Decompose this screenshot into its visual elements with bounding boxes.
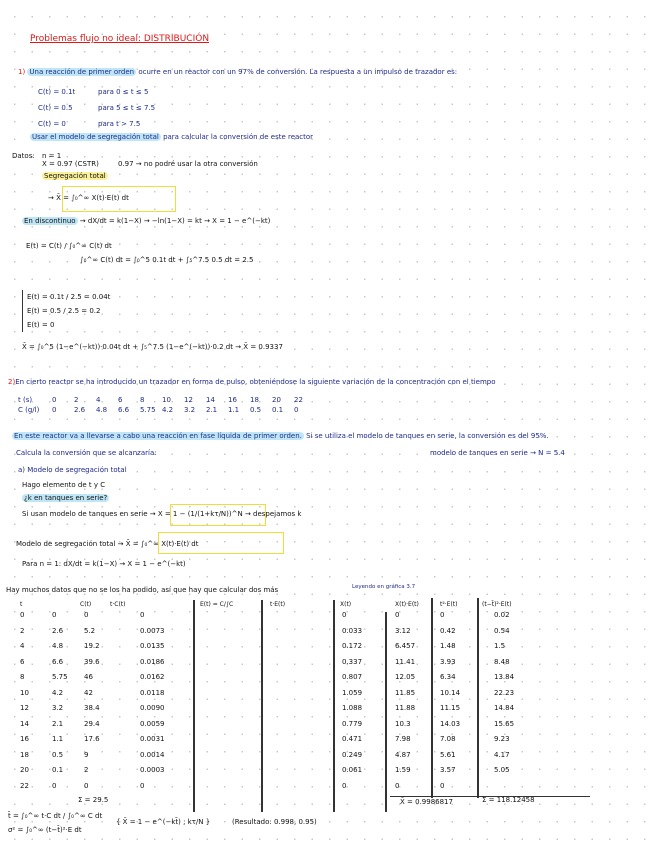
table-cell: 0.02 xyxy=(494,611,510,619)
part-a-line: ¿k en tanques en serie? xyxy=(24,494,108,502)
table-cell: 0.0031 xyxy=(140,735,165,743)
datos-item: 0.97 → no podré usar la otra conversión xyxy=(118,160,258,168)
table-cell: 12.05 xyxy=(395,673,416,681)
table-cell: 5.75 xyxy=(52,673,68,681)
table-cell: 0.42 xyxy=(440,626,456,635)
table-cell: 20 xyxy=(20,766,29,774)
table-cell: 2 xyxy=(20,626,25,635)
table-column xyxy=(395,608,415,794)
table-cell: 18 xyxy=(20,750,29,759)
table-cell: 0.061 xyxy=(342,766,363,774)
table-cell: 22.23 xyxy=(494,688,515,697)
highlight-text: En este reactor va a llevarse a cabo una reacción en fase líquida de primer orden. xyxy=(14,432,302,440)
sum-var: Σ = 118.12458 xyxy=(482,796,535,804)
e-cases xyxy=(22,290,110,332)
t-value: 0 xyxy=(52,396,57,404)
case-range: para t > 7.5 xyxy=(98,120,141,128)
statement-text: ocurre en un reactor con un 97% de conversión. La respuesta a un impulso de trazador es: xyxy=(138,68,458,76)
table-cell: 10 xyxy=(20,688,29,697)
table-cell: 5.61 xyxy=(440,750,456,759)
table-cell: 0.337 xyxy=(342,657,363,666)
table-cell: 0.0073 xyxy=(140,626,165,635)
table-cell: 0.172 xyxy=(342,642,363,650)
table-cell: 9.23 xyxy=(494,735,510,743)
table-cell: 2 xyxy=(84,766,89,774)
part-a-line: Si usan modelo de tanques en serie → X = 1 − (1/(1+kτ/N))^N → despejamos k xyxy=(22,510,302,518)
p2-text-2: Calcula la conversión que se alcanzaría: xyxy=(16,449,157,457)
table-cell: 29.4 xyxy=(84,719,100,728)
datos-item: n = 1 xyxy=(42,152,62,160)
table-cell: 0 xyxy=(342,781,347,790)
table-cell xyxy=(494,779,514,795)
case-range: para 5 ≤ t ≤ 7.5 xyxy=(98,104,156,112)
statement-text: En cierto reactor se ha introducido un trazador en forma de pulso, obteniéndose la siguiente variación de la concentración con el tiempo xyxy=(15,378,496,386)
table-cell: 0.807 xyxy=(342,673,363,681)
c-value: 0 xyxy=(294,406,299,414)
table-cell: 5.2 xyxy=(84,626,96,635)
table-cell: 6.6 xyxy=(52,657,64,666)
table-header: t xyxy=(20,601,23,608)
table-cell: 0.0090 xyxy=(140,704,165,712)
table-cell: 1.5 xyxy=(494,642,506,650)
table-cell: 0.5 xyxy=(52,750,64,759)
table-divider xyxy=(385,612,387,812)
table-cell: 2.6 xyxy=(52,626,64,635)
problem-1-statement xyxy=(18,68,457,76)
document-title: Problemas flujo no ideal: DISTRIBUCIÓN xyxy=(30,34,210,44)
table-column xyxy=(84,608,100,794)
c-value: 3.2 xyxy=(184,406,196,414)
hand-note: Leyendo en gráfica 3.7 xyxy=(352,584,416,590)
table-cell: 0 xyxy=(52,781,57,790)
table-cell: 0.779 xyxy=(342,719,363,728)
t-value: 20 xyxy=(272,396,281,404)
problem-2-statement xyxy=(8,378,496,386)
table-cell: 0.0186 xyxy=(140,657,165,666)
table-divider xyxy=(261,600,263,812)
formula-text: → dX/dt = k(1−X) → −ln(1−X) = kt → X = 1 − e^(−kt) xyxy=(79,217,271,225)
table-cell: 0 xyxy=(52,611,57,619)
e-case: E(t) = 0.1t / 2.5 = 0.04t xyxy=(27,293,111,301)
table-header: C(t) xyxy=(80,601,92,608)
p2-text-1 xyxy=(12,432,549,440)
table-cell: 3.93 xyxy=(440,657,456,666)
table-header: X(t)·E(t) xyxy=(395,601,419,608)
table-cell: 11.88 xyxy=(395,704,416,712)
t-value: 4 xyxy=(96,396,101,404)
table-header: X(t) xyxy=(340,601,352,608)
table-cell: 13.84 xyxy=(494,673,515,681)
table-cell: 3.2 xyxy=(52,704,64,712)
case-range: para 0 ≤ t ≤ 5 xyxy=(98,88,149,96)
c-value: 0.5 xyxy=(250,406,262,414)
formula-box xyxy=(170,504,266,526)
table-cell: 11.85 xyxy=(395,688,416,697)
part-a-line: Modelo de segregación total → X̄ = ∫₀^∞ X(t)·E(t) dt xyxy=(16,540,199,548)
table-cell: 6 xyxy=(20,657,25,666)
case-expr: C(t) = 0 xyxy=(38,120,66,128)
table-cell: 0.249 xyxy=(342,750,363,759)
t-value: 18 xyxy=(250,396,259,404)
t-value: 22 xyxy=(294,396,303,404)
calc-line: E(t) = C(t) / ∫₀^∞ C(t) dt xyxy=(26,242,112,250)
table-column xyxy=(440,608,460,794)
table-header: (t−t̄)²·E(t) xyxy=(482,601,512,608)
row-label: t (s) xyxy=(18,396,33,404)
bottom-formula: σ² = ∫₀^∞ (t−t̄)²·E dt xyxy=(8,826,82,834)
t-row xyxy=(18,396,316,404)
part-a-line: Para n = 1: dX/dt = k(1−X) → X = 1 − e^(−kt) xyxy=(22,560,186,568)
c-value: 2.6 xyxy=(74,406,86,414)
c-value: 0.1 xyxy=(272,406,284,414)
part-a-heading: a) Modelo de segregación total xyxy=(18,466,127,474)
c-value: 0 xyxy=(52,406,57,414)
bottom-formula: { X̄ = 1 − e^(−kt̄) ; kτ/N } xyxy=(116,818,211,826)
table-header: E(t) = C/∫C xyxy=(200,601,234,608)
table-cell: 1.59 xyxy=(395,766,411,774)
table-cell: 14 xyxy=(20,719,29,728)
table-cell: 0 xyxy=(84,611,89,619)
table-divider xyxy=(477,598,479,798)
result-line: X̄ = ∫₀^5 (1−e^(−kt))·0.04t dt + ∫₅^7.5 (1−e^(−kt))·0.2 dt → X̄ = 0.9337 xyxy=(22,343,283,351)
e-case: E(t) = 0.5 / 2.5 = 0.2 xyxy=(27,307,101,315)
t-value: 2 xyxy=(74,396,79,404)
table-cell: 11.41 xyxy=(395,657,416,666)
sum-x: X̄ = 0.9986817 xyxy=(400,798,453,806)
table-cell: 38.4 xyxy=(84,704,100,712)
c-value: 5.75 xyxy=(140,406,156,414)
case-expr: C(t) = 0.1t xyxy=(38,88,76,96)
segregation-formula: → X̄ = ∫₀^∞ X(t)·E(t) dt xyxy=(48,194,129,202)
table-cell: 42 xyxy=(84,688,93,697)
table-cell: 0.0162 xyxy=(140,673,165,681)
table-cell: 2.1 xyxy=(52,719,64,728)
table-cell: 0 xyxy=(140,781,145,790)
row-label: C (g/l) xyxy=(18,406,40,414)
table-column xyxy=(52,608,68,794)
case-expr: C(t) = 0.5 xyxy=(38,104,73,112)
table-cell: 0.0014 xyxy=(140,750,165,759)
table-cell: 0.0135 xyxy=(140,642,165,650)
table-cell: 1.059 xyxy=(342,688,363,697)
table-cell: 4.17 xyxy=(494,750,510,759)
t-value: 6 xyxy=(118,396,123,404)
datos-item: X = 0.97 (CSTR) xyxy=(42,160,99,168)
table-column xyxy=(140,608,165,794)
table-cell: 0 xyxy=(440,611,445,619)
ask-text: para calcular la conversión de este reactor xyxy=(163,133,314,141)
table-cell: 46 xyxy=(84,673,93,681)
table-cell: 0.0003 xyxy=(140,766,165,774)
table-cell: 6.34 xyxy=(440,673,456,681)
table-cell: 5.05 xyxy=(494,766,510,774)
p2-text-2b: modelo de tanques en serie → N = 5.4 xyxy=(430,449,565,457)
table-cell: 1.088 xyxy=(342,704,363,712)
table-cell: 39.6 xyxy=(84,657,100,666)
table-header: t·E(t) xyxy=(270,601,286,608)
table-cell: 0.1 xyxy=(52,766,64,774)
table-cell: 9 xyxy=(84,750,89,759)
table-cell: 11.15 xyxy=(440,704,461,712)
table-divider xyxy=(333,600,335,812)
table-cell: 0.033 xyxy=(342,626,363,635)
table-cell: 10.3 xyxy=(395,719,411,728)
c-value: 2.1 xyxy=(206,406,218,414)
problem-number: 1) xyxy=(18,68,26,76)
table-cell: 8 xyxy=(20,673,25,681)
table-cell: 0 xyxy=(395,611,400,619)
e-case: E(t) = 0 xyxy=(27,321,55,329)
batch-line xyxy=(22,217,270,225)
table-cell: 15.65 xyxy=(494,719,515,728)
table-cell: 16 xyxy=(20,735,29,743)
calc-line: ∫₀^∞ C(t) dt = ∫₀^5 0.1t dt + ∫₅^7.5 0.5 dt = 2.5 xyxy=(80,256,254,264)
c-value: 4.8 xyxy=(96,406,108,414)
table-cell: 0.0118 xyxy=(140,688,165,697)
table-header: t·C(t) xyxy=(110,601,126,608)
formula-text: X̄ = ∫₀^∞ X(t)·E(t) dt xyxy=(56,194,129,202)
bottom-formula: (Resultado: 0.998, 0.95) xyxy=(232,818,317,826)
part-a-line: Hago elemento de t y C xyxy=(22,481,106,489)
table-header: t²·E(t) xyxy=(440,601,458,608)
table-intro: Hay muchos datos que no se los ha podido, así que hay que calcular dos más xyxy=(6,586,279,594)
table-divider xyxy=(431,598,433,798)
highlight-text: Usar el modelo de segregación total xyxy=(32,133,159,141)
sum-c: Σ = 29.5 xyxy=(78,796,109,804)
table-cell: 0.0059 xyxy=(140,719,165,728)
table-cell: 0.471 xyxy=(342,735,363,743)
statement-text: Si se utiliza el modelo de tanques en serie, la conversión es del 95%. xyxy=(306,432,549,440)
t-value: 14 xyxy=(206,396,215,404)
t-value: 16 xyxy=(228,396,237,404)
t-value: 12 xyxy=(184,396,193,404)
c-value: 1.1 xyxy=(228,406,240,414)
table-cell: 4.2 xyxy=(52,688,64,697)
table-cell: 7.08 xyxy=(440,735,456,743)
datos-label: Datos: xyxy=(12,152,35,160)
segregation-label: Segregación total xyxy=(44,172,106,180)
table-cell: 10.14 xyxy=(440,688,461,697)
tracer-cases xyxy=(38,84,155,132)
table-column xyxy=(342,608,362,794)
t-value: 10 xyxy=(162,396,171,404)
c-value: 4.2 xyxy=(162,406,174,414)
formula-box xyxy=(158,532,284,554)
table-divider xyxy=(193,600,195,812)
table-column xyxy=(494,608,514,794)
c-value: 6.6 xyxy=(118,406,130,414)
table-cell: 0 xyxy=(140,611,145,619)
table-column xyxy=(20,608,29,794)
table-cell: 0 xyxy=(440,781,445,790)
table-cell: 12 xyxy=(20,704,29,712)
table-cell: 8.48 xyxy=(494,657,510,666)
problem-number: 2) xyxy=(8,378,16,386)
table-cell: 7.98 xyxy=(395,735,411,743)
table-cell: 17.6 xyxy=(84,735,100,743)
table-cell: 0 xyxy=(395,781,400,790)
highlight-text: Una reacción de primer orden xyxy=(29,68,135,76)
table-cell: 4.8 xyxy=(52,642,64,650)
table-cell: 4.87 xyxy=(395,750,411,759)
table-cell: 3.12 xyxy=(395,626,411,635)
table-cell: 4 xyxy=(20,642,25,650)
table-cell: 3.57 xyxy=(440,766,456,774)
table-cell: 0 xyxy=(20,611,25,619)
table-cell: 0.54 xyxy=(494,626,510,635)
table-cell: 6.457 xyxy=(395,642,416,650)
table-cell: 0 xyxy=(342,611,347,619)
problem-1-ask xyxy=(30,133,313,141)
table-cell: 14.03 xyxy=(440,719,461,728)
table-cell: 1.1 xyxy=(52,735,64,743)
highlight-text: En discontinuo xyxy=(24,217,76,225)
table-cell: 19.2 xyxy=(84,642,100,650)
c-row xyxy=(18,406,316,414)
table-cell: 14.84 xyxy=(494,704,515,712)
table-cell: 1.48 xyxy=(440,642,456,650)
table-cell: 22 xyxy=(20,781,29,790)
t-value: 8 xyxy=(140,396,145,404)
table-cell: 0 xyxy=(84,781,89,790)
bottom-formula: t̄ = ∫₀^∞ t·C dt / ∫₀^∞ C dt xyxy=(8,812,103,820)
